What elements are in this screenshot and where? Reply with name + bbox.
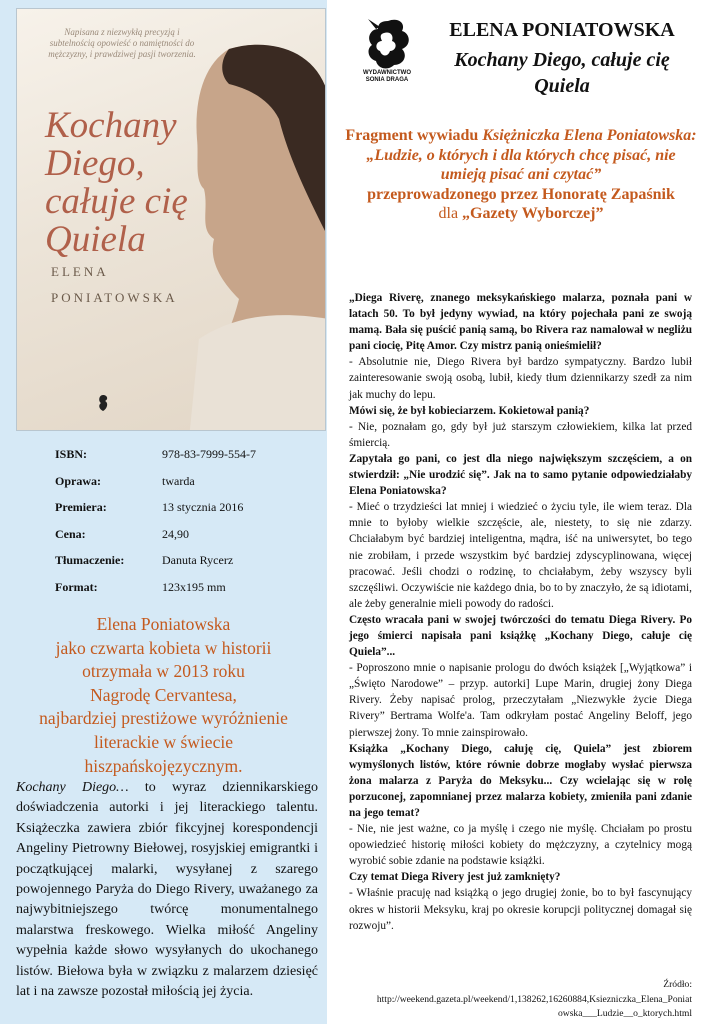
intro-prefix: Fragment wywiadu — [345, 127, 483, 144]
article-answer: - Nie, nie jest ważne, co ja myślę i czego nie myślę. Chciałam po prostu opowiedzieć historię miłości kobiety do mężczyzny, a czytelnicy mogą wyrobić sobie zdanie na podstawie książki. — [349, 823, 692, 868]
highlight-line: literackie w świecie — [94, 731, 233, 752]
summary-text: to wyraz dziennikarskiego doświadczenia autorki i jej literackiego talentu. Książeczka zawiera zbiór fikcyjnej korespondencji Angeliny Pietrowny Biełowej, rosyjskiej emigrantki i początkującej malarki, wysyłanej z szarego powojennego Paryża do Diego Rivery, uważanego za najwybitniejszego twórcę monumentalnego malarstwa freskowego. Wielka miłość Angeliny wypełnia każde słowo wysyłanych do ukochanego listów. Biełowa była w związku z malarzem dziesięć lat i na zawsze pozostał miłością jej życia. — [16, 780, 318, 1000]
detail-value: twarda — [162, 473, 195, 488]
detail-label: Tłumaczenie: — [55, 553, 125, 567]
book-title-heading — [427, 47, 697, 99]
detail-value: 978-83-7999-554-7 — [162, 447, 256, 461]
detail-row-translator — [55, 553, 315, 580]
summary-lead: Kochany Diego… — [16, 780, 129, 795]
article-answer: - Mieć o trzydzieści lat mniej i wiedzieć o życiu tyle, ile wiem teraz. Dla mnie to byłoby wielkie szczęście, ale, niestety, to się nie zdarzy. Chciałabym być bardziej inteligentna, mądra, iść na uniwersytet, bo tego nie zrobiłam, i przede wszystkim być bardziej zdyscyplinowana, więcej pracować. Jeśli chodzi o rodzinę, to chciałabym, żeby wszyscy byli szczęśliwi. Oczywiście nie każdego dnia, bo to by znaczyło, że są idiotami, ale żeby generalnie mieli powody do radości. — [349, 501, 692, 610]
highlight-line: hiszpańskojęzycznym. — [84, 755, 243, 776]
intro-interviewer: przeprowadzonego przez Honoratę Zapaśnik — [367, 185, 675, 203]
source-note — [343, 978, 692, 1022]
book-title-line: Quiela — [534, 75, 590, 97]
detail-label: Format: — [55, 579, 98, 594]
cover-title-line: Kochany — [45, 105, 177, 146]
publisher-name-line: SONIA DRAGA — [365, 77, 409, 83]
article-answer: - Nie, poznałam go, gdy był już starszym człowiekiem, kilka lat przed śmiercią. — [349, 420, 692, 449]
detail-label: Cena: — [55, 526, 86, 541]
article-question: Mówi się, że był kobieciarzem. Kokietował panią? — [349, 404, 590, 417]
intro-interview-title: Księżniczka Elena Poniatowska: „Ludzie, o których i dla których chcę pisać, nie umieją pisać ani czytać” — [366, 127, 697, 183]
book-title-line: Kochany Diego, całuje cię — [454, 49, 670, 71]
cover-title-line: Diego, — [45, 143, 145, 184]
book-cover — [16, 8, 326, 431]
book-details — [55, 447, 315, 606]
interview-intro — [343, 126, 699, 224]
cover-title-line: całuje cię — [45, 181, 188, 222]
cover-title-line: Quiela — [45, 219, 146, 260]
cover-author-line: PONIATOWSKA — [51, 290, 178, 305]
detail-label: Oprawa: — [55, 473, 101, 488]
cervantes-highlight — [0, 613, 327, 778]
article-question: Często wracała pani w swojej twórczości do tematu Diega Rivery. Po jego śmierci napisała pani książkę „Kochany Diego, całuje cię Quiela”... — [349, 613, 692, 659]
source-url: http://weekend.gazeta.pl/weekend/1,138262,16260884,Ksiezniczka_Elena_Poniat — [376, 993, 692, 1005]
source-label: Źródło: — [663, 979, 692, 990]
detail-value: 24,90 — [162, 526, 189, 541]
left-panel — [0, 0, 327, 1024]
highlight-line: Elena Poniatowska — [96, 614, 231, 634]
cover-title — [45, 107, 225, 259]
author-heading: ELENA PONIATOWSKA — [449, 19, 675, 41]
article-answer: - Właśnie pracuję nad książką o jego drugiej żonie, bo to był fascynujący okres w historii Meksyku, kraj po okresie korupcji politycznej domagał się rozwoju”. — [349, 887, 692, 932]
intro-for: dla — [438, 205, 463, 222]
article-answer: - Absolutnie nie, Diego Rivera był bardzo sympatyczny. Bardzo lubił zainteresowanie swoją osobą, lubił, kiedy tłum dziennikarzy szedł za nim jak muchy do lepu. — [349, 356, 692, 401]
cover-publisher-logo-icon — [95, 393, 111, 415]
publisher-name-line: WYDAWNICTWO — [363, 70, 411, 76]
cover-author-line: ELENA — [51, 264, 109, 279]
detail-row-format — [55, 580, 315, 607]
detail-row-premiere — [55, 500, 315, 527]
highlight-line: najbardziej prestiżowe wyróżnienie — [39, 708, 288, 729]
article-question: Zapytała go pani, co jest dla niego największym szczęściem, a on stwierdził: „Nie urodzić się”. Jak na to samo pytanie odpowiedziałaby Elena Poniatowska? — [349, 452, 692, 498]
cover-author — [51, 259, 178, 311]
detail-row-binding — [55, 474, 315, 501]
detail-row-price — [55, 527, 315, 554]
detail-value: 13 stycznia 2016 — [162, 500, 244, 514]
detail-value: 123x195 mm — [162, 579, 226, 594]
highlight-line: otrzymała w 2013 roku — [82, 661, 245, 682]
interview-text — [349, 290, 692, 934]
article-question: Czy temat Diega Rivery jest już zamknięty? — [349, 871, 561, 884]
publisher-name — [357, 70, 417, 84]
article-answer: - Poproszono mnie o napisanie prologu do dwóch książek [„Wyjątkowa” i „Święto Narodowe” – przyp. autorki] Lupe Marin, drugiej żony Diega Rivery. Żeby napisać prolog, przeczytałam „Niezwykłe życie Diega Rivery” Bertrama Wolfe'a. Tam odkryłam postać Angeliny Beloff, jego pierwszej żony. To mnie zainspirowało. — [349, 662, 692, 739]
article-question: „Diega Riverę, znanego meksykańskiego malarza, poznała pani w latach 50. To był jedyny wywiad, na który pojechała pani ze swoją mamą. Bała się puścić panią samą, bo Rivera raz namalował w negliżu pani ciocię, Pitę Amor. Czy mistrz panią onieśmielił? — [349, 292, 692, 353]
book-summary — [16, 778, 318, 1002]
detail-label: ISBN: — [55, 447, 88, 461]
cover-blurb: Napisana z niezwykłą precyzją i subtelnością opowieść o namiętności do mężczyzny, i prawdziwej pasji tworzenia. — [48, 27, 196, 59]
detail-row-isbn — [55, 447, 315, 474]
detail-label: Premiera: — [55, 500, 107, 514]
source-url: owska___Ludzie__o_ktorych.html — [557, 1008, 692, 1019]
detail-value: Danuta Rycerz — [162, 553, 234, 567]
highlight-line: jako czwarta kobieta w historii — [55, 637, 272, 658]
highlight-line: Nagrodę Cervantesa, — [90, 684, 237, 705]
article-question: Książka „Kochany Diego, całuję cię, Quiela” jest zbiorem wymyślonych listów, które równie dobrze mogłaby wysłać pierwsza żona malarza z Paryża do Meksyku... Czy wcielając się w rolę porzuconej, zapomnianej przez malarza kobiety, zmieniła pani zdanie na jego temat? — [349, 742, 692, 819]
intro-newspaper: „Gazety Wyborczej” — [462, 205, 604, 222]
